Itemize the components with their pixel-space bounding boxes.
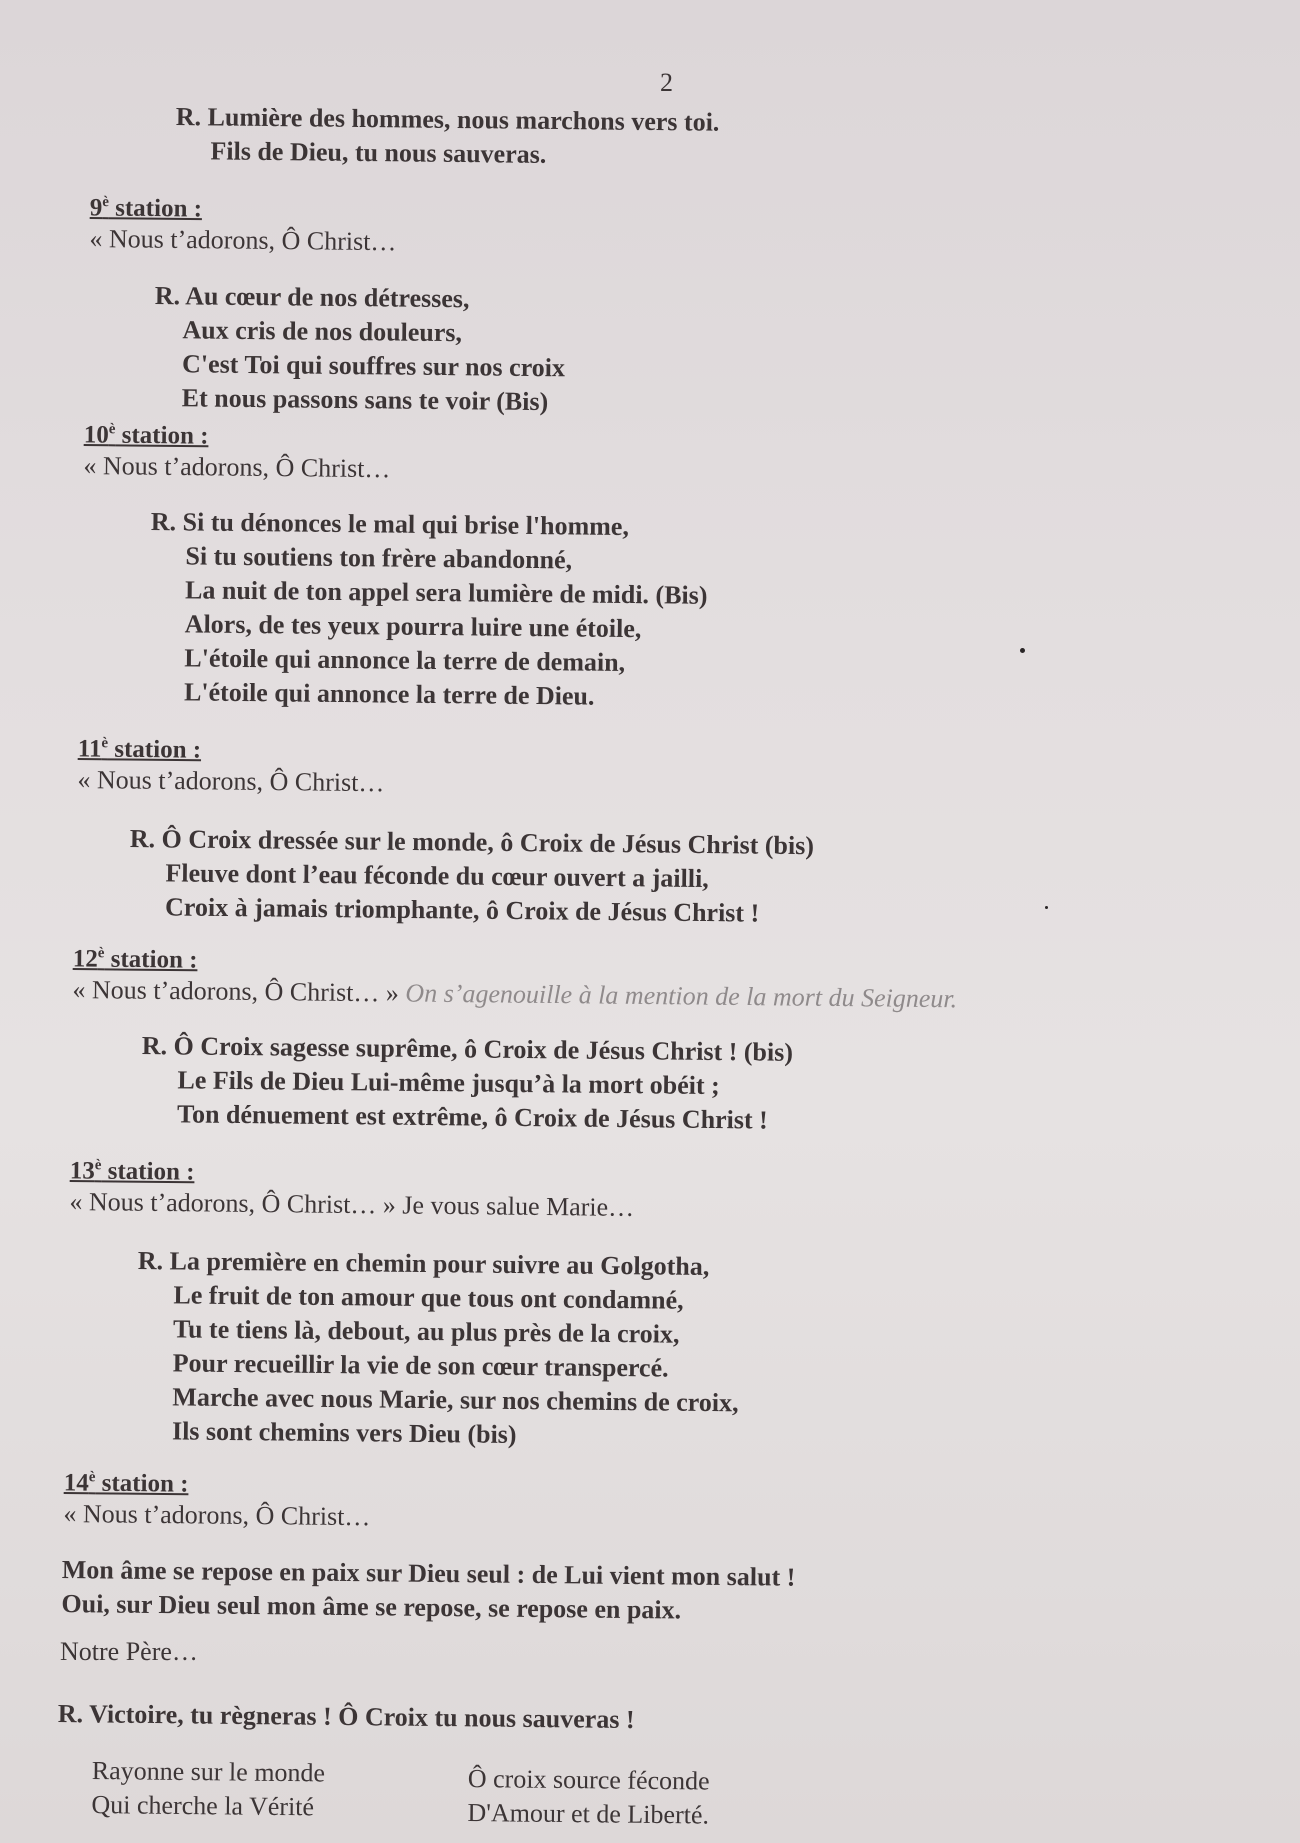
final-refrain: R. Victoire, tu règneras ! Ô Croix tu nous sauveras ! [57,1698,635,1735]
refrain-line: Croix à jamais triomphante, ô Croix de Jésus Christ ! [164,892,760,928]
refrain-line: C'est Toi qui souffres sur nos croix [181,349,566,383]
station-13-refrain [136,1244,740,1454]
refrain-line: Le fruit de ton amour que tous ont condamné, [173,1280,684,1315]
station-prayer: « Nous t’adorons, Ô Christ… [83,451,391,484]
final-right-line: Ô croix source féconde [467,1763,710,1796]
station-heading: $12^è$ station : [72,945,198,974]
refrain-line: Aux cris de nos douleurs, [182,315,463,348]
station-prayer: « Nous t’adorons, Ô Christ… [63,1499,371,1532]
station-11 [77,728,385,800]
station-heading: $10^è$ station : [83,421,209,450]
station-9 [89,187,397,259]
station-prayer: « Nous t’adorons, Ô Christ… [89,224,397,257]
station-prayer: « Nous t’adorons, Ô Christ… [77,765,385,798]
final-left-line: Qui cherche la Vérité [91,1789,315,1822]
refrain-line: Pour recueillir la vie de son cœur transpercé. [172,1348,669,1383]
refrain-line: R. Ô Croix dressée sur le monde, ô Croix de Jésus Christ (bis) [129,823,815,861]
station-heading: $11^è$ station : [77,735,202,764]
refrain-line: Si tu soutiens ton frère abandonné, [185,541,573,575]
station-10-refrain [149,505,709,715]
refrain-line: R. La première en chemin pour suivre au Golgotha, [137,1245,710,1281]
refrain-line: Ils sont chemins vers Dieu (bis) [171,1416,517,1449]
refrain-line: Alors, de tes yeux pourra luire une étoile, [184,609,642,644]
paper-speck [1045,906,1048,909]
final-right-line: D'Amour et de Liberté. [467,1797,710,1830]
refrain-line: Le Fils de Dieu Lui-même jusqu’à la mort obéit ; [177,1065,720,1101]
station-prayer: « Nous t’adorons, Ô Christ… » On s’agenouille à la mention de la mort du Seigneur. [72,975,958,1014]
intro-refrain [175,100,719,174]
paper-speck [1020,648,1025,653]
refrain-line: L'étoile qui annonce la terre de Dieu. [183,677,595,711]
station-prayer: « Nous t’adorons, Ô Christ… » Je vous salue Marie… [69,1187,635,1223]
page-number: 2 [660,68,673,97]
final-left-line: Rayonne sur le monde [91,1755,326,1788]
refrain-line: Et nous passons sans te voir (Bis) [181,383,549,417]
station-14 [63,1462,371,1534]
refrain-line: Tu te tiens là, debout, au plus près de la croix, [172,1314,680,1349]
refrain-line: Fleuve dont l’eau féconde du cœur ouvert a jailli, [165,858,709,894]
intro-refrain-line: Fils de Dieu, tu nous sauveras. [210,136,547,169]
station-heading: $14^è$ station : [63,1469,189,1498]
intro-refrain-line: R. Lumière des hommes, nous marchons vers toi. [175,101,720,137]
station-12 [72,938,957,1016]
refrain-line: Ton dénuement est extrême, ô Croix de Jésus Christ ! [176,1099,768,1135]
closing-chant [61,1553,795,1629]
chant-line: Mon âme se repose en paix sur Dieu seul : de Lui vient mon salut ! [61,1554,796,1592]
station-12-refrain [141,1029,793,1138]
final-right-column [467,1762,710,1833]
refrain-line: Marche avec nous Marie, sur nos chemins de croix, [172,1382,739,1418]
station-9-refrain [154,279,566,419]
final-left-column [91,1754,325,1824]
refrain-line: L'étoile qui annonce la terre de demain, [184,643,626,677]
prayer-note: On s’agenouille à la mention de la mort du Seigneur. [398,978,958,1014]
refrain-line: R. Si tu dénonces le mal qui brise l'homme, [150,506,630,542]
station-13 [69,1150,634,1224]
refrain-line: La nuit de ton appel sera lumière de midi. (Bis) [184,575,708,610]
station-heading: $13^è$ station : [69,1157,195,1186]
our-father: Notre Père… [60,1637,198,1666]
chant-line: Oui, sur Dieu seul mon âme se repose, se repose en paix. [61,1588,682,1625]
refrain-line: R. Ô Croix sagesse suprême, ô Croix de Jésus Christ ! (bis) [141,1030,794,1067]
refrain-line: R. Au cœur de nos détresses, [154,280,470,314]
station-11-refrain [129,822,814,931]
station-10 [83,414,391,486]
station-heading: $9^è$ station : [89,194,203,223]
